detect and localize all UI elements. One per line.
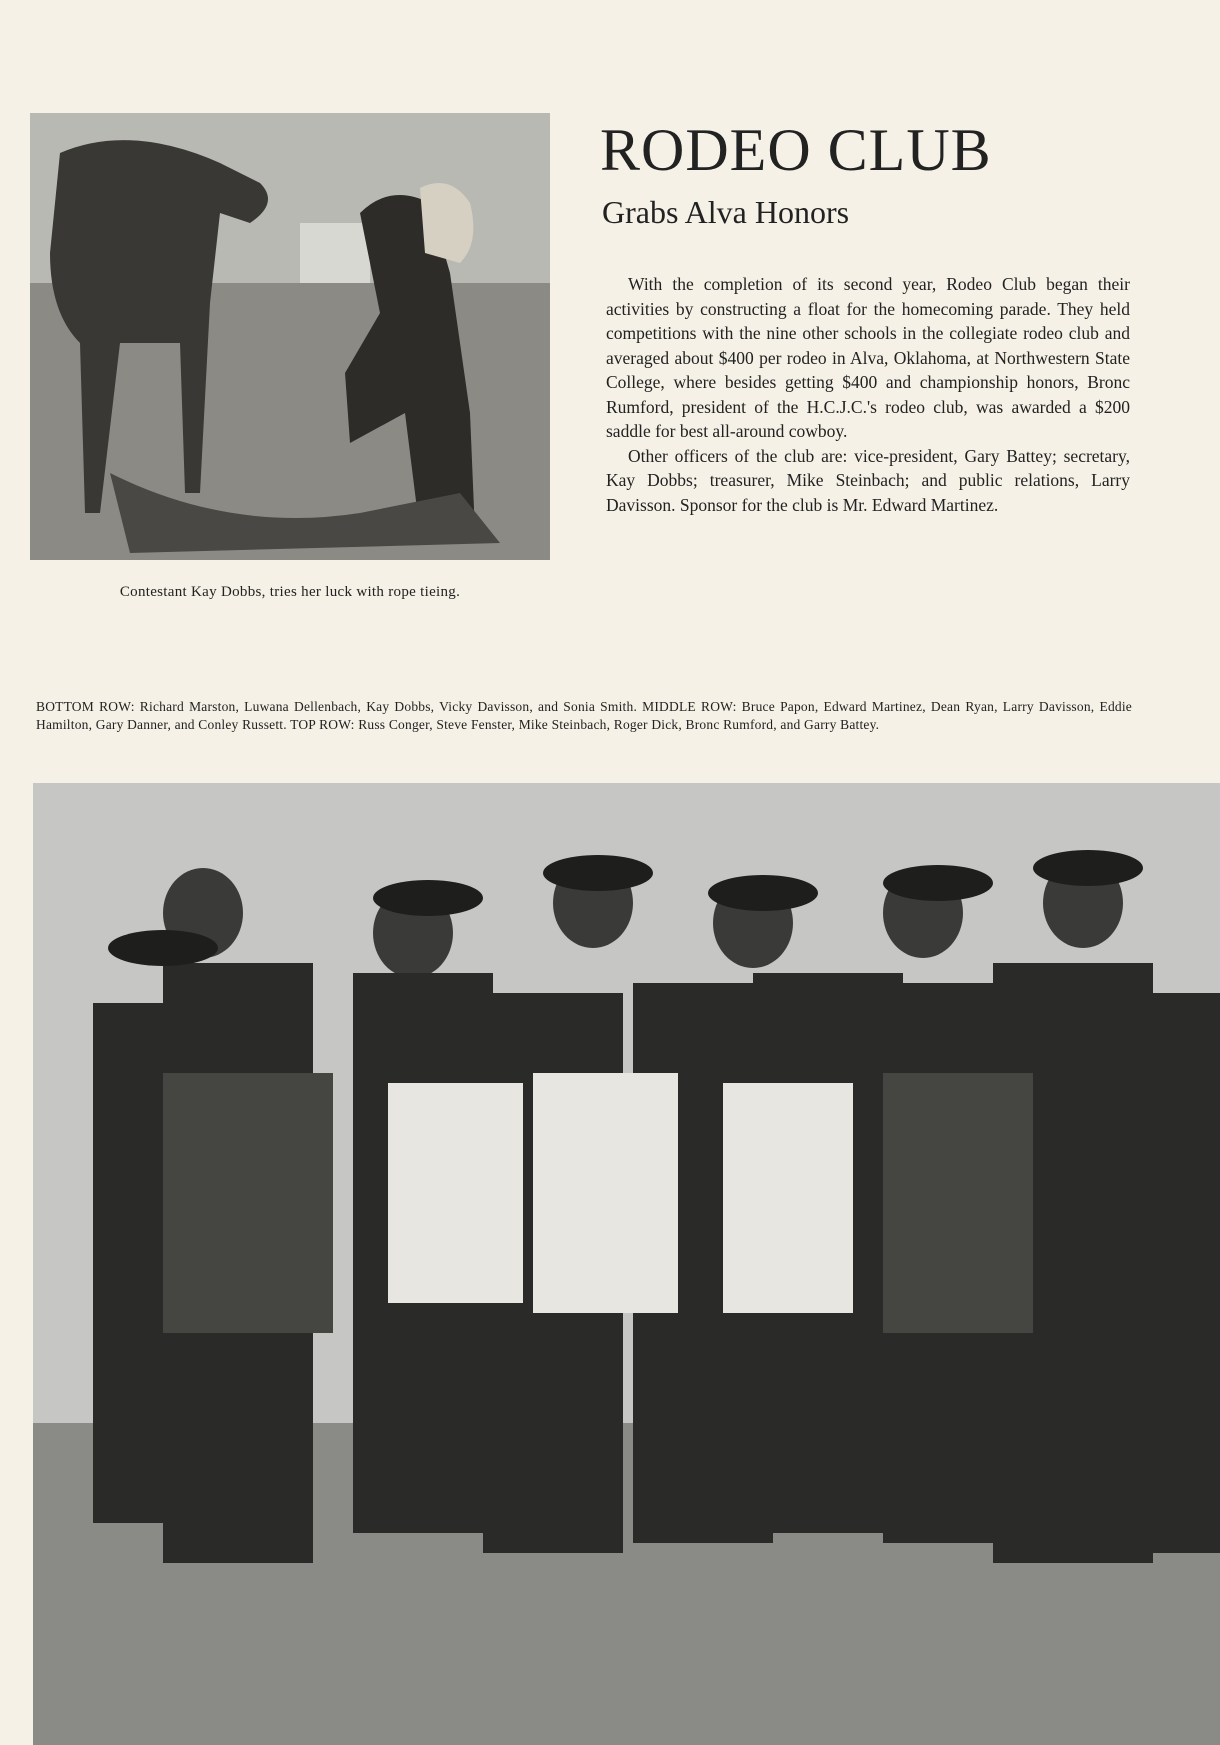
- rodeo-photo: [30, 113, 550, 560]
- body-paragraph: Other officers of the club are: vice-president, Gary Battey; secretary, Kay Dobbs; treasurer, Mike Steinbach; and public relations, Larry Davisson. Sponsor for the club is Mr. Edward Martinez.: [606, 445, 1130, 515]
- body-paragraph: With the completion of its second year, Rodeo Club began their activities by constructing a float for the homecoming parade. They held competitions with the nine other schools in the collegiate rodeo club and averaged about $400 per rodeo in Alva, Oklahoma, at Northwestern State College, where besides getting $400 and championship honors, Bronc Rumford, president of the H.C.J.C.'s rodeo club, was awarded a $200 saddle for best all-around cowboy.: [606, 274, 1130, 441]
- page-title: RODEO CLUB: [600, 117, 992, 183]
- group-photo: [33, 783, 1220, 1745]
- page-subtitle: Grabs Alva Honors: [602, 194, 850, 230]
- top-photo-caption: Contestant Kay Dobbs, tries her luck with rope tieing.: [119, 584, 461, 600]
- article-body: [606, 272, 1130, 517]
- group-photo-caption: BOTTOM ROW: Richard Marston, Luwana Dellenbach, Kay Dobbs, Vicky Davisson, and Sonia Smith. MIDDLE ROW: Bruce Papon, Edward Martinez, Dean Ryan, Larry Davisson, Eddie Hamilton, Gary Danner, and Conley Russett. TOP ROW: Russ Conger, Steve Fenster, Mike Steinbach, Roger Dick, Bronc Rumford, and Garry Battey.: [36, 699, 1132, 732]
